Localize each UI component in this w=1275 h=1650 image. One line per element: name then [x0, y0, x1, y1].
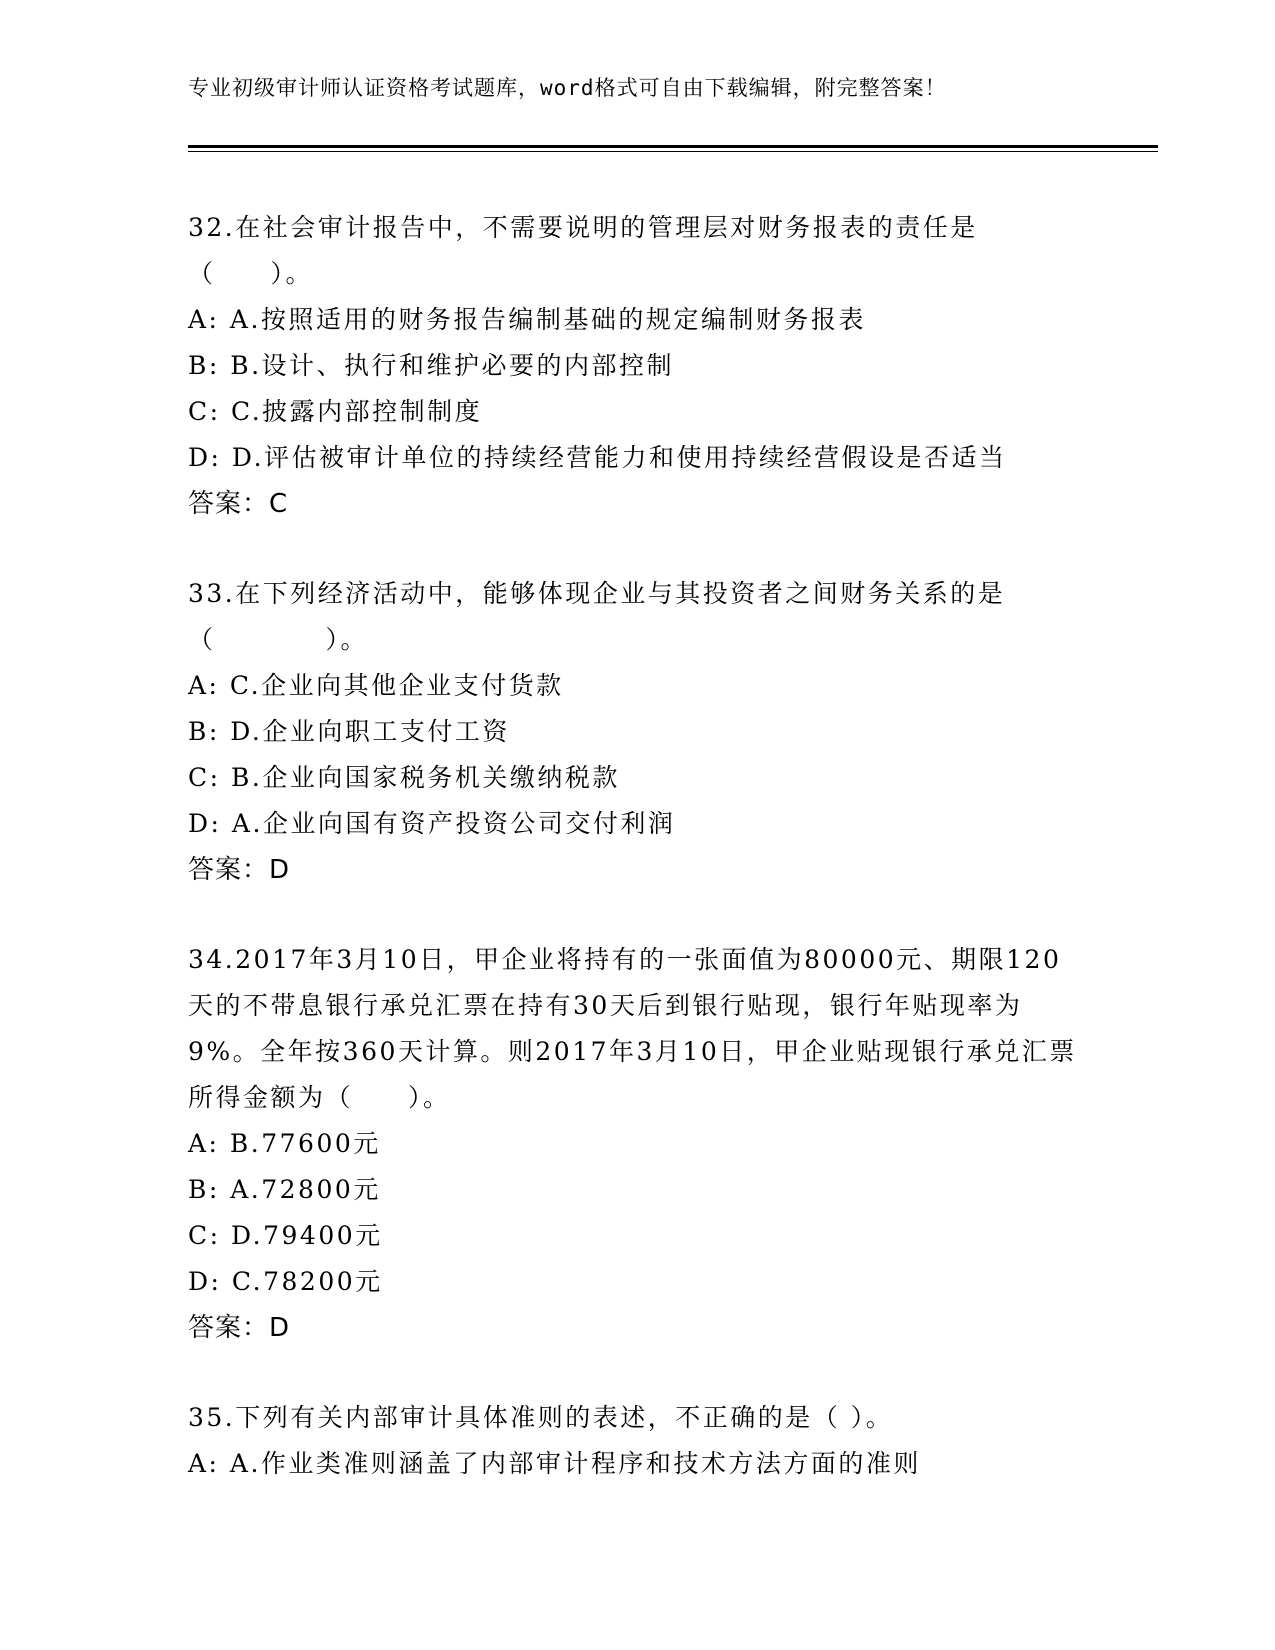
option-a: A: A.作业类准则涵盖了内部审计程序和技术方法方面的准则 [188, 1449, 921, 1478]
question-list [188, 205, 1088, 1531]
answer: 答案：D [188, 855, 291, 885]
question-32 [188, 205, 1088, 527]
answer: 答案：D [188, 1313, 291, 1343]
header-rule-thick [188, 145, 1158, 148]
option-c: C: B.企业向国家税务机关缴纳税款 [188, 763, 620, 792]
option-b: B: D.企业向职工支付工资 [188, 717, 510, 746]
option-c: C: C.披露内部控制制度 [188, 397, 483, 426]
option-b: B: B.设计、执行和维护必要的内部控制 [188, 351, 675, 380]
question-stem: 35.下列有关内部审计具体准则的表述，不正确的是（ ）。 [188, 1403, 894, 1432]
header-rule-thin [188, 151, 1158, 152]
question-stem: 32.在社会审计报告中，不需要说明的管理层对财务报表的责任是（ ）。 [188, 213, 978, 288]
question-34 [188, 937, 1088, 1351]
question-35 [188, 1395, 1088, 1487]
question-33 [188, 571, 1088, 893]
option-a: A: A.按照适用的财务报告编制基础的规定编制财务报表 [188, 305, 866, 334]
option-a: A: C.企业向其他企业支付货款 [188, 671, 564, 700]
option-d: D: D.评估被审计单位的持续经营能力和使用持续经营假设是否适当 [188, 443, 1007, 472]
option-b: B: A.72800元 [188, 1175, 381, 1204]
page-header: 专业初级审计师认证资格考试题库，word格式可自由下载编辑，附完整答案！ [188, 76, 947, 100]
question-stem: 34.2017年3月10日，甲企业将持有的一张面值为80000元、期限120天的不带息银行承兑汇票在持有30天后到银行贴现，银行年贴现率为9%。全年按360天计算。则2017年3月10日，甲企业贴现银行承兑汇票所得金额为（ ）。 [188, 945, 1077, 1112]
option-d: D: C.78200元 [188, 1267, 383, 1296]
answer: 答案：C [188, 489, 289, 519]
option-a: A: B.77600元 [188, 1129, 381, 1158]
option-d: D: A.企业向国有资产投资公司交付利润 [188, 809, 676, 838]
question-stem: 33.在下列经济活动中，能够体现企业与其投资者之间财务关系的是（ ）。 [188, 579, 1006, 654]
option-c: C: D.79400元 [188, 1221, 383, 1250]
